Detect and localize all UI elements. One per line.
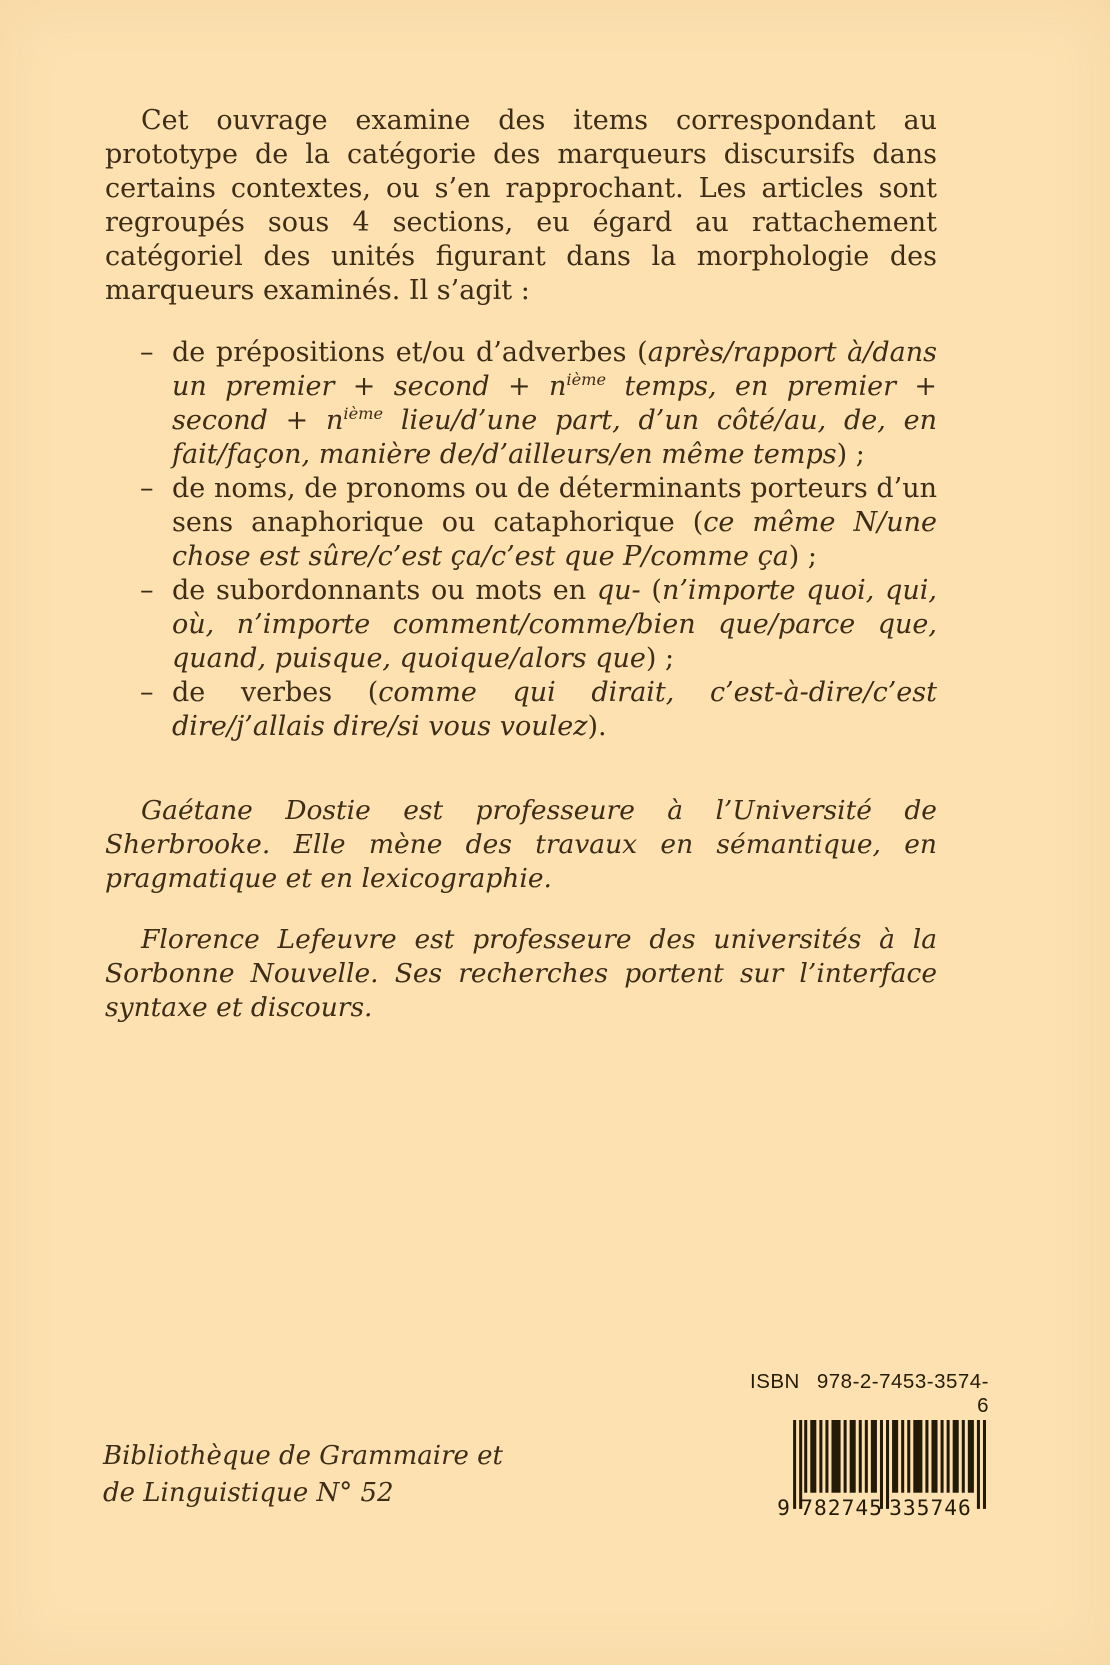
list-item-text: de verbes (comme qui dirait, c’est-à-dire/c’est dire/j’allais dire/si vous voulez).	[172, 677, 937, 742]
marker-category-list	[105, 336, 937, 744]
list-item-text: de subordonnants ou mots en qu- (n’importe quoi, qui, où, n’importe comment/comme/bien que/parce que, quand, puisque, quoique/alors que) ;	[172, 575, 937, 674]
list-item	[105, 676, 937, 744]
author-bios	[105, 794, 937, 1025]
isbn-barcode-block	[750, 1370, 992, 1521]
list-item	[105, 472, 937, 574]
list-item-text: de noms, de pronoms ou de déterminants porteurs d’un sens anaphorique ou cataphorique (ce même N/une chose est sûre/c’est ça/c’est que P/comme ça) ;	[172, 473, 937, 572]
barcode-digits-right: 335746	[889, 1495, 972, 1521]
series-imprint-line1: Bibliothèque de Grammaire et	[103, 1441, 504, 1471]
isbn-label: ISBN	[750, 1370, 800, 1393]
series-imprint-line2: de Linguistique N° 52	[103, 1478, 394, 1508]
list-item-text: de prépositions et/ou d’adverbes (après/rapport à/dans un premier + second + $n^{ième}$ temps, en premier + second + $n^{ième}$ lieu/d’une part, d’un côté/au, de, en fait/façon, manière de/d’ailleurs/en même temps) ;	[172, 337, 937, 470]
barcode-digits-left: 782745	[800, 1495, 883, 1521]
list-dash: –	[140, 337, 154, 368]
barcode-digit-first: 9	[777, 1495, 791, 1521]
list-item	[105, 574, 937, 676]
list-dash: –	[140, 575, 154, 606]
author-bio-dostie: Gaétane Dostie est professeure à l’Université de Sherbrooke. Elle mène des travaux en sémantique, en pragmatique et en lexicographie.	[105, 795, 937, 894]
intro-paragraph: Cet ouvrage examine des items correspondant au prototype de la catégorie des marqueurs discursifs dans certains contextes, ou s’en rapprochant. Les articles sont regroupés sous 4 sections, eu égard au rattachement catégoriel des unités figurant dans la morphologie des marqueurs examinés. Il s’agit :	[105, 105, 937, 306]
list-dash: –	[140, 473, 154, 504]
author-bio-lefeuvre: Florence Lefeuvre est professeure des universités à la Sorbonne Nouvelle. Ses recherches portent sur l’interface syntaxe et discours.	[105, 924, 937, 1023]
list-dash: –	[140, 677, 154, 708]
isbn-number: 978-2-7453-3574-6	[816, 1370, 989, 1417]
isbn-row	[750, 1370, 989, 1418]
back-cover-text-block	[105, 104, 937, 1025]
list-item	[105, 336, 937, 472]
series-imprint	[103, 1438, 503, 1512]
ean-barcode	[776, 1420, 992, 1521]
